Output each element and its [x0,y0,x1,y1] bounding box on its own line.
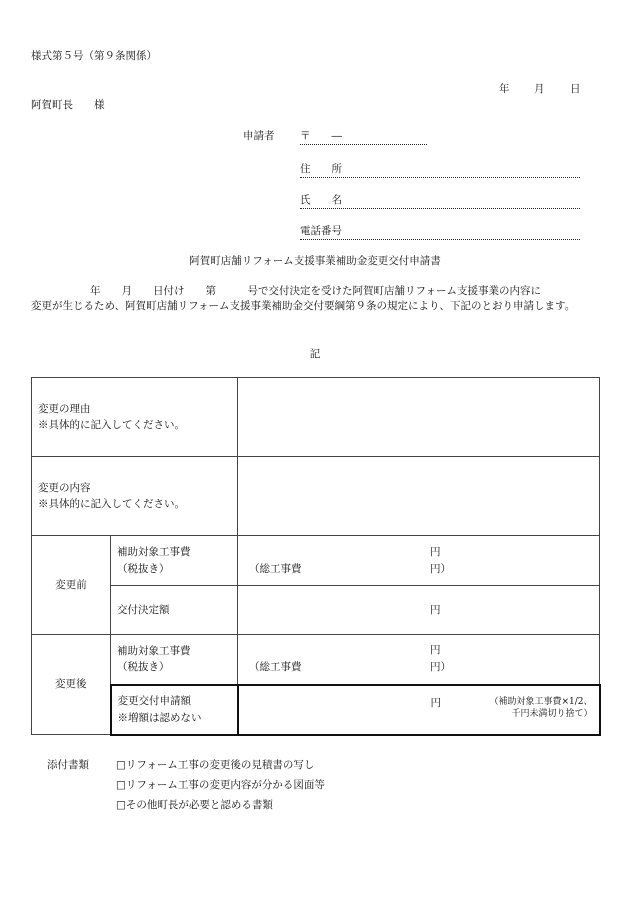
before-total-yen: 円） [430,562,451,575]
calc-note-line1: （補助対象工事費×1/2、 [489,696,593,707]
change-application-table [31,377,601,736]
name-label: 氏 名 [300,194,342,206]
body-text-rest: 変更が生じるため、阿賀町店舗リフォーム支援事業補助金交付要綱第９条の規定により、下記のとおり申請します。 [31,300,576,312]
change-request-yen: 円 [430,696,441,709]
content-label: 変更の内容 [38,481,91,494]
postal-label: 〒 ― [300,130,342,142]
reason-row [32,378,600,457]
calc-note-line2: 千円未満切り捨て） [511,708,593,719]
change-request-label-cell [111,685,238,735]
after-total-yen: 円） [430,661,451,674]
after-cost-input-cell[interactable] [238,635,600,685]
reason-label-cell [32,378,238,457]
date-month: 月 [534,83,545,95]
before-decision-row [32,586,600,635]
before-cost-label: 補助対象工事費 [117,546,191,559]
decision-amount-input-cell[interactable] [238,586,600,635]
after-cost-label: 補助対象工事費 [117,644,191,657]
date-year: 年 [499,83,510,95]
before-total-cost-label: （総工事費 [249,562,302,575]
content-note: ※具体的に記入してください。 [38,498,185,510]
phone-field[interactable] [300,224,580,240]
after-label: 変更後 [32,635,111,735]
reason-input-cell[interactable] [238,378,600,457]
applicant-label: 申請者 [243,130,275,142]
content-label-cell [32,457,238,536]
decision-yen: 円 [430,604,441,616]
before-tax-excluded: （税抜き） [117,562,170,575]
before-label: 変更前 [32,536,111,635]
after-cost-yen: 円 [430,644,441,657]
ki-heading: 記 [309,348,321,360]
after-cost-label-cell [111,635,238,685]
phone-label: 電話番号 [300,225,342,237]
after-cost-row [32,635,600,685]
address-label: 住 所 [300,163,342,175]
before-cost-input-cell[interactable] [238,536,600,586]
attachment-item-drawing[interactable]: □リフォーム工事の変更内容が分かる図面等 [116,779,325,791]
no-increase-note: ※増額は認めない [117,711,202,724]
attachment-item-other[interactable]: □その他町長が必要と認める書類 [116,799,273,811]
body-text-line1: 年 月 日付け 第 号で交付決定を受けた阿賀町店舗リフォーム支援事業の内容に [90,285,541,297]
change-request-label: 変更交付申請額 [117,695,191,708]
addressee: 阿賀町長 様 [31,99,105,111]
date-day: 日 [570,83,581,95]
reason-label: 変更の理由 [38,402,91,415]
content-input-cell[interactable] [238,457,600,536]
decision-amount-label: 交付決定額 [111,586,238,635]
calc-note [489,696,592,720]
postal-code-field[interactable] [300,129,427,145]
name-field[interactable] [300,193,580,209]
change-request-input-cell[interactable] [238,685,600,735]
after-tax-excluded: （税抜き） [117,661,170,674]
document-title: 阿賀町店舗リフォーム支援事業補助金変更交付申請書 [189,255,441,267]
before-cost-label-cell [111,536,238,586]
form-number: 様式第５号（第９条関係） [31,50,157,62]
content-row [32,457,600,536]
before-cost-yen: 円 [430,545,441,558]
after-total-cost-label: （総工事費 [249,661,302,674]
attachments-label: 添付書類 [47,759,89,771]
before-cost-row [32,536,600,586]
attachment-item-estimate[interactable]: □リフォーム工事の変更後の見積書の写し [116,759,315,771]
change-request-row [32,685,600,735]
reason-note: ※具体的に記入してください。 [38,419,185,431]
address-field[interactable] [300,162,580,178]
